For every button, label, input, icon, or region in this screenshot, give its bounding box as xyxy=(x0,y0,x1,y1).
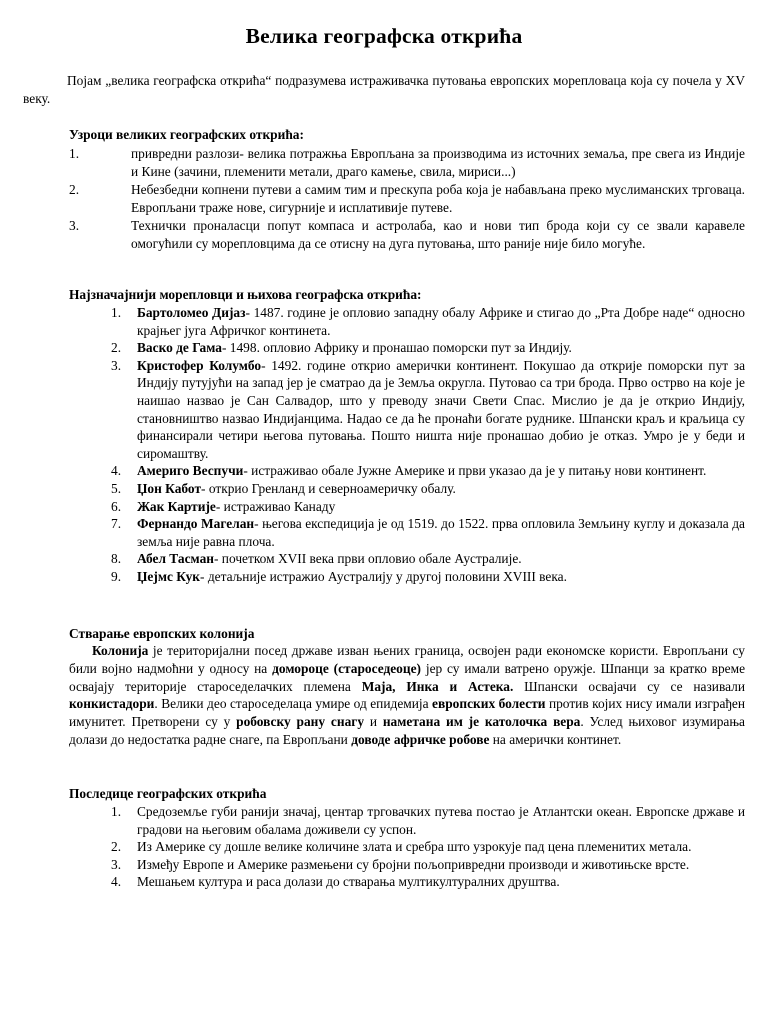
colony-term: Колонија xyxy=(92,643,149,658)
colonies-text: јер су имали ватрено оружје. Шпанци за кратко време освајају територије староседелачких племена xyxy=(69,660,746,694)
cause-item xyxy=(69,145,745,180)
consequence-item xyxy=(111,838,745,856)
cause-number: 3. xyxy=(69,218,80,234)
navigator-text: - истраживао Канаду xyxy=(215,498,336,514)
navigator-item xyxy=(111,568,745,586)
colonies-bold: домороце (староседеоце) xyxy=(272,660,421,676)
colonies-text: на амерички континет. xyxy=(489,731,622,747)
list-number: 2. xyxy=(111,340,122,356)
navigator-name: Џон Кабот xyxy=(137,480,202,496)
navigator-text: - његова експедиција је од 1519. до 1522. прва опловила Земљину куглу и доказала да земља није равна плоча. xyxy=(137,516,745,549)
navigator-name: Џејмс Кук xyxy=(137,568,201,584)
list-number: 3. xyxy=(111,357,122,373)
consequence-text: Средоземље губи ранији значај, центар трговачких путева постао је Атлантски океан. Европске државе и градови на његовим обалама доживели су успон. xyxy=(137,804,745,837)
colonies-text: Шпански освајачи су се називали xyxy=(513,678,745,694)
navigator-item xyxy=(111,550,745,568)
navigators-list xyxy=(111,304,746,586)
causes-list xyxy=(69,145,745,254)
colonies-bold: робовску рану снагу xyxy=(236,714,365,730)
navigator-item xyxy=(111,480,745,498)
consequence-text: Мешањем култура и раса долази до стварања мултикултуралних друштва. xyxy=(137,874,560,890)
list-number: 1. xyxy=(111,305,122,320)
colonies-bold: Маја, Инка и Астека. xyxy=(361,678,514,694)
navigator-text: - почетком XVII века први опловио обале Аустралије. xyxy=(214,551,522,567)
list-number: 4. xyxy=(111,874,122,890)
navigators-heading: Најзначајнији морепловци и њихова географска открића: xyxy=(69,287,422,302)
consequence-text: Између Европе и Америке размењени су бројни пољопривредни производи и животињске врсте. xyxy=(137,856,690,872)
consequence-item xyxy=(111,856,745,874)
navigator-name: Васко де Гама xyxy=(137,340,222,356)
navigator-text: - детаљније истражио Аустралију у другој половини XVIII века. xyxy=(200,568,567,584)
navigator-item xyxy=(111,304,745,339)
colonies-text: и xyxy=(364,714,383,730)
list-number: 6. xyxy=(111,498,122,514)
list-number: 3. xyxy=(111,856,122,872)
list-number: 8. xyxy=(111,551,122,567)
navigator-name: Фернандо Магелан xyxy=(137,516,255,532)
list-number: 4. xyxy=(111,463,122,479)
cause-text: привредни разлози- велика потражња Европљана за производима из источних земаља, пре свега из Индије и Кине (зачини, племенити метали, драго камење, свила, мириси...) xyxy=(131,146,745,179)
navigator-name: Америго Веспучи xyxy=(137,463,244,479)
navigator-item xyxy=(111,462,745,480)
consequence-item xyxy=(111,803,745,838)
navigator-name: Абел Тасман xyxy=(137,551,214,567)
navigator-item xyxy=(111,357,746,463)
cause-item xyxy=(69,217,745,252)
page-title: Велика географска открића xyxy=(245,24,523,48)
cause-number: 1. xyxy=(69,146,80,161)
colonies-heading: Стварање европских колонија xyxy=(69,626,255,641)
consequences-list xyxy=(111,803,745,891)
consequences-heading: Последице географских открића xyxy=(69,786,267,801)
navigator-name: Кристофер Колумбо xyxy=(137,357,262,373)
list-number: 9. xyxy=(111,568,122,584)
colonies-bold: наметана им је католочка вера xyxy=(382,714,581,730)
navigator-item xyxy=(111,498,745,516)
intro-paragraph: Појам „велика географска открића“ подразумева истраживачка путовања европских морепловаца која су почела у XV веку. xyxy=(23,73,745,106)
navigator-text: - истраживао обале Јужне Америке и први указао да је у питању нови континент. xyxy=(243,463,707,479)
navigator-text: - открио Гренланд и северноамеричку обалу. xyxy=(201,480,456,496)
list-number: 1. xyxy=(111,804,122,819)
navigator-item xyxy=(111,515,745,550)
navigator-text: - 1498. опловио Африку и пронашао поморски пут за Индију. xyxy=(221,340,572,356)
navigator-text: - 1492. године открио амерички континент. Покушао да открије поморски пут за Индију путујући на запад јер је сматрао да је Земља округла. Путовао са три брода. Прво острво на које је наишао назвао је Сан Салвадор, што у преводу значи Свети Спас. Мислио је да је открио Индију, становништво назвао Индијанцима. Надао се да ће пронаћи богате руднике. Шпански краљ и краљица су финансирали четири његова путовања. Пошто ништа није пронашао добио је отказ. Умро је у беди и сиромаштву. xyxy=(137,357,746,461)
cause-text: Технички проналасци попут компаса и астролаба, као и нови тип брода који су се звали каравеле омогућили су морепловцима да се отисну на дуга путовања, што раније није било могуће. xyxy=(131,218,745,251)
consequence-item xyxy=(111,873,745,891)
colonies-bold: конкистадори xyxy=(69,696,155,712)
navigator-text: - 1487. године је опловио западну обалу Африке и стигао до „Рта Добре наде“ односно крајњег југа Афричког континета. xyxy=(137,305,745,338)
causes-heading: Узроци великих географских открића: xyxy=(69,127,304,142)
navigator-name: Бартоломео Дијаз xyxy=(137,305,246,320)
colonies-text: је територијални посед државе изван њених граница, освојен ради економске користи. Европљани су били војно надмоћни у односу на xyxy=(69,643,745,676)
list-number: 5. xyxy=(111,480,122,496)
list-number: 7. xyxy=(111,516,122,532)
colonies-text: против којих нису имали изграђен имунитет. Претворени су у xyxy=(69,696,745,730)
navigator-item xyxy=(111,339,745,357)
navigator-name: Жак Картије xyxy=(137,498,216,514)
cause-number: 2. xyxy=(69,182,80,198)
colonies-bold: европских болести xyxy=(432,696,546,712)
list-number: 2. xyxy=(111,839,122,855)
colonies-text: . Услед њиховог изумирања долази до недостатка радне снаге, па Европљани xyxy=(69,714,746,747)
colonies-text: . Велики део староседелаца умире од епидемија xyxy=(154,696,433,712)
cause-text: Небезбедни копнени путеви а самим тим и прескупа роба која је набављана преко муслиманских трговаца. Европљани траже нове, сигурније и исплативије путеве. xyxy=(131,182,745,215)
colonies-paragraph xyxy=(69,642,745,749)
consequence-text: Из Америке су дошле велике количине злата и сребра што узрокује пад цена племенитих метала. xyxy=(137,839,692,855)
cause-item xyxy=(69,181,745,216)
colonies-bold: доводе афричке робове xyxy=(351,731,490,747)
